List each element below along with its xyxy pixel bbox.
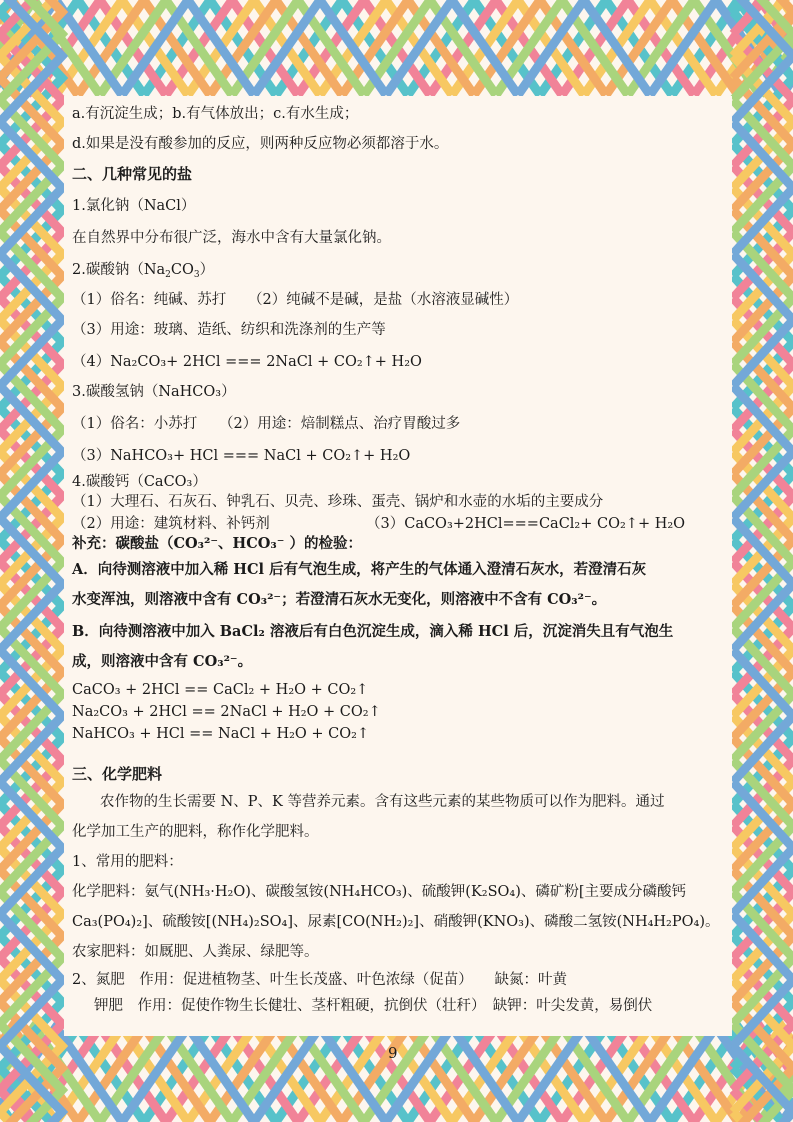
text-line: 化学肥料：氨气(NH₃·H₂O)、碳酸氢铵(NH₄HCO₃)、硫酸钾(K₂SO₄)、磷矿粉[主要成分磷酸钙 <box>72 884 687 900</box>
text-line: 农家肥料：如厩肥、人粪尿、绿肥等。 <box>72 944 319 960</box>
section-heading: 三、化学肥料 <box>72 765 163 783</box>
text-line: 农作物的生长需要 N、P、K 等营养元素。含有这些元素的某些物质可以作为肥料。通过 <box>100 794 665 810</box>
text-line: 化学加工生产的肥料，称作化学肥料。 <box>72 824 319 840</box>
text-line: 成，则溶液中含有 CO₃²⁻。 <box>72 653 253 670</box>
equation: （4）Na₂CO₃+ 2HCl === 2NaCl + CO₂↑+ H₂O <box>72 354 422 370</box>
text-line: （1）大理石、石灰石、钟乳石、贝壳、珍珠、蛋壳、锅炉和水壶的水垢的主要成分 <box>72 494 604 510</box>
page-content <box>64 96 732 1036</box>
text-line: 在自然界中分布很广泛，海水中含有大量氯化钠。 <box>72 230 391 246</box>
supplement-heading: 补充：碳酸盐（CO₃²⁻、HCO₃⁻ ）的检验： <box>72 535 362 552</box>
text-line: a.有沉淀生成；b.有气体放出；c.有水生成； <box>72 106 359 122</box>
text-line: d.如果是没有酸参加的反应，则两种反应物必须都溶于水。 <box>72 136 449 152</box>
text-line: 2.碳酸钠$(Na_2CO_3)$ <box>72 262 215 280</box>
text-line: （3）用途：玻璃、造纸、纺织和洗涤剂的生产等 <box>72 322 386 338</box>
page-number: 9 <box>388 1044 398 1062</box>
equation: CaCO₃ + 2HCl == CaCl₂ + H₂O + CO₂↑ <box>72 682 369 698</box>
equation: （3）NaHCO₃+ HCl === NaCl + CO₂↑+ H₂O <box>72 448 411 464</box>
text-line: Ca₃(PO₄)₂]、硫酸铵[(NH₄)₂SO₄]、尿素[CO(NH₂)₂]、硝酸钾(KNO₃)、磷酸二氢铵(NH₄H₂PO₄)。 <box>72 914 720 930</box>
text-line: （2）用途：建筑材料、补钙剂 <box>72 516 270 532</box>
text-line: 1.氯化钠（NaCl） <box>72 198 196 214</box>
section-heading: 二、几种常见的盐 <box>72 165 193 183</box>
text-line: 1、常用的肥料： <box>72 854 183 870</box>
equation: Na₂CO₃ + 2HCl == 2NaCl + H₂O + CO₂↑ <box>72 704 381 720</box>
text-line: （1）俗名：纯碱、苏打 （2）纯碱不是碱，是盐（水溶液显碱性） <box>72 292 519 308</box>
text-line: 钾肥 作用：促使作物生长健壮、茎杆粗硬，抗倒伏（壮秆） 缺钾：叶尖发黄，易倒伏 <box>94 998 653 1014</box>
text-line: A．向待测溶液中加入稀 HCl 后有气泡生成，将产生的气体通入澄清石灰水，若澄清石灰 <box>72 561 647 578</box>
text-line: 3.碳酸氢钠（NaHCO₃） <box>72 384 236 400</box>
text-line: 2、氮肥 作用：促进植物茎、叶生长茂盛、叶色浓绿（促苗） 缺氮：叶黄 <box>72 972 567 988</box>
text-line: B．向待测溶液中加入 BaCl₂ 溶液后有白色沉淀生成，滴入稀 HCl 后，沉淀消失且有气泡生 <box>72 623 674 640</box>
text-line: （1）俗名：小苏打 （2）用途：焙制糕点、治疗胃酸过多 <box>72 416 461 432</box>
equation: （3）CaCO₃+2HCl===CaCl₂+ CO₂↑+ H₂O <box>366 516 686 532</box>
equation: NaHCO₃ + HCl == NaCl + H₂O + CO₂↑ <box>72 726 370 742</box>
text-line: 水变浑浊，则溶液中含有 CO₃²⁻；若澄清石灰水无变化，则溶液中不含有 CO₃²⁻。 <box>72 591 607 608</box>
text-line: 4.碳酸钙（CaCO₃） <box>72 474 207 490</box>
